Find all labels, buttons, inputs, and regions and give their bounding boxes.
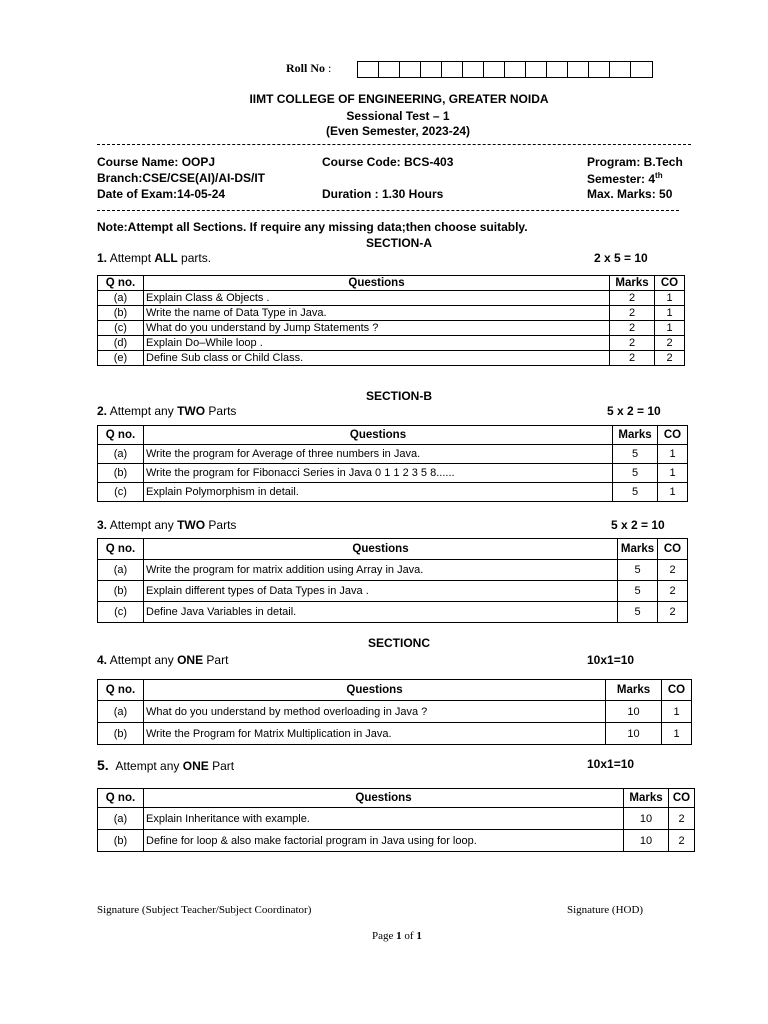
table-row: [98, 560, 688, 581]
header-marks: Marks: [613, 426, 658, 445]
row-co: 1: [655, 321, 685, 336]
row-marks: 2: [610, 291, 655, 306]
divider-bottom: [97, 210, 679, 211]
header-questions: Questions: [144, 426, 613, 445]
q5-instruction: [97, 757, 234, 773]
row-qno: (a): [98, 701, 144, 723]
row-marks: 5: [613, 464, 658, 483]
table-row: [98, 336, 685, 351]
page-total: 1: [416, 930, 422, 942]
header-qno: Q no.: [98, 789, 144, 808]
row-marks: 5: [613, 445, 658, 464]
row-question: Write the Program for Matrix Multiplication in Java.: [144, 723, 606, 745]
table-row: [98, 291, 685, 306]
q1-instr-post: parts.: [177, 251, 212, 265]
divider-top: [97, 144, 691, 145]
row-co: 1: [662, 701, 692, 723]
q2-instr-post: Parts: [205, 404, 237, 418]
max-marks: Max. Marks: 50: [587, 187, 673, 201]
row-question: What do you understand by Jump Statements ?: [144, 321, 610, 336]
row-question: Write the program for Fibonacci Series in Java 0 1 1 2 3 5 8......: [144, 464, 613, 483]
header-marks: Marks: [624, 789, 669, 808]
section-a-title: SECTION-A: [366, 236, 432, 250]
row-question: Write the name of Data Type in Java.: [144, 306, 610, 321]
q5-table: [97, 788, 695, 852]
table-row: [98, 483, 688, 502]
row-qno: (b): [98, 581, 144, 602]
row-qno: (b): [98, 723, 144, 745]
section-c-title: SECTIONC: [367, 636, 430, 650]
row-co: 1: [658, 445, 688, 464]
row-question: Explain Inheritance with example.: [144, 808, 624, 830]
row-co: 1: [655, 306, 685, 321]
row-co: 1: [655, 291, 685, 306]
q1-number: 1.: [97, 251, 108, 265]
row-question: Define Sub class or Child Class.: [144, 351, 610, 366]
header-marks: Marks: [606, 680, 662, 701]
row-marks: 5: [613, 483, 658, 502]
row-qno: (a): [98, 291, 144, 306]
q3-marks: 5 x 2 = 10: [611, 518, 665, 532]
row-marks: 10: [624, 808, 669, 830]
q5-instr-post: Part: [208, 759, 235, 773]
section-b-title: SECTION-B: [366, 389, 432, 403]
table-row: [98, 602, 688, 623]
header-questions: Questions: [144, 276, 610, 291]
row-qno: (d): [98, 336, 144, 351]
row-marks: 5: [618, 581, 658, 602]
q4-table: [97, 679, 692, 745]
q5-marks: 10x1=10: [587, 757, 635, 771]
q1-instr-bold: ALL: [154, 251, 178, 265]
header-questions: Questions: [144, 789, 624, 808]
row-marks: 10: [606, 701, 662, 723]
header-questions: Questions: [144, 680, 606, 701]
q4-number: 4.: [97, 653, 108, 667]
q5-instr-bold: ONE: [182, 759, 209, 773]
row-question: Define for loop & also make factorial program in Java using for loop.: [144, 830, 624, 852]
header-qno: Q no.: [98, 680, 144, 701]
q1-marks: 2 x 5 = 10: [594, 251, 648, 265]
row-co: 2: [658, 581, 688, 602]
header-co: CO: [669, 789, 695, 808]
table-row: [98, 445, 688, 464]
page-pre: Page: [372, 930, 397, 942]
header-co: CO: [658, 426, 688, 445]
q5-instr-pre: Attempt any: [115, 759, 183, 773]
table-row: [98, 808, 695, 830]
table-row: [98, 581, 688, 602]
semester-sup: th: [655, 171, 663, 180]
q2-table: [97, 425, 688, 502]
q3-table: [97, 538, 688, 623]
header-marks: Marks: [610, 276, 655, 291]
note: Note:Attempt all Sections. If require any missing data;then choose suitably.: [97, 220, 528, 234]
page-of: of: [401, 930, 417, 942]
roll-colon: :: [328, 61, 332, 75]
table-row: [98, 830, 695, 852]
college-name: IIMT COLLEGE OF ENGINEERING, GREATER NOIDA: [249, 92, 549, 106]
course-code: Course Code: BCS-403: [322, 155, 454, 169]
signature-hod: Signature (HOD): [567, 904, 644, 916]
header-qno: Q no.: [98, 276, 144, 291]
row-qno: (c): [98, 483, 144, 502]
q3-instr-bold: TWO: [177, 518, 206, 532]
q2-instruction: [97, 404, 236, 418]
table-row: [98, 321, 685, 336]
table-row: [98, 306, 685, 321]
table-header-row: [98, 539, 688, 560]
signature-teacher: Signature (Subject Teacher/Subject Coordinator): [97, 904, 312, 916]
q2-marks: 5 x 2 = 10: [607, 404, 661, 418]
row-marks: 2: [610, 336, 655, 351]
header-marks: Marks: [618, 539, 658, 560]
table-row: [98, 701, 692, 723]
test-name: Sessional Test – 1: [346, 109, 450, 123]
table-row: [98, 351, 685, 366]
q4-instr-bold: ONE: [177, 653, 204, 667]
header-qno: Q no.: [98, 539, 144, 560]
row-co: 2: [669, 830, 695, 852]
row-qno: (b): [98, 464, 144, 483]
section-a-table: [97, 275, 685, 366]
row-marks: 2: [610, 351, 655, 366]
q3-number: 3.: [97, 518, 108, 532]
q3-instr-pre: Attempt any: [109, 518, 178, 532]
q2-number: 2.: [97, 404, 108, 418]
row-co: 2: [669, 808, 695, 830]
row-qno: (c): [98, 602, 144, 623]
row-question: Write the program for Average of three numbers in Java.: [144, 445, 613, 464]
q1-instr-pre: Attempt: [109, 251, 155, 265]
row-co: 2: [658, 560, 688, 581]
row-question: What do you understand by method overloading in Java ?: [144, 701, 606, 723]
q3-instr-post: Parts: [205, 518, 237, 532]
row-question: Explain Do–While loop .: [144, 336, 610, 351]
table-header-row: [98, 426, 688, 445]
q3-instruction: [97, 518, 236, 532]
semester: [587, 171, 663, 186]
header-questions: Questions: [144, 539, 618, 560]
row-qno: (a): [98, 560, 144, 581]
row-co: 1: [662, 723, 692, 745]
row-co: 2: [655, 336, 685, 351]
row-co: 2: [655, 351, 685, 366]
row-question: Write the program for matrix addition using Array in Java.: [144, 560, 618, 581]
q4-marks: 10x1=10: [587, 653, 635, 667]
row-qno: (a): [98, 808, 144, 830]
q4-instr-post: Part: [203, 653, 229, 667]
q2-instr-bold: TWO: [177, 404, 206, 418]
table-header-row: [98, 276, 685, 291]
semester-text: Semester: 4: [587, 172, 656, 186]
table-row: [98, 464, 688, 483]
q1-instruction: [97, 251, 211, 265]
row-marks: 2: [610, 306, 655, 321]
row-marks: 10: [606, 723, 662, 745]
duration: Duration : 1.30 Hours: [322, 187, 444, 201]
header-qno: Q no.: [98, 426, 144, 445]
row-marks: 5: [618, 560, 658, 581]
row-marks: 5: [618, 602, 658, 623]
row-qno: (c): [98, 321, 144, 336]
roll-label-text: Roll No: [286, 61, 325, 75]
q2-instr-pre: Attempt any: [109, 404, 178, 418]
header-co: CO: [658, 539, 688, 560]
row-co: 1: [658, 483, 688, 502]
semester-line: (Even Semester, 2023-24): [325, 124, 471, 138]
table-header-row: [98, 680, 692, 701]
q5-number: 5.: [97, 757, 109, 773]
row-co: 2: [658, 602, 688, 623]
row-question: Define Java Variables in detail.: [144, 602, 618, 623]
row-marks: 10: [624, 830, 669, 852]
row-co: 1: [658, 464, 688, 483]
header-co: CO: [655, 276, 685, 291]
header-co: CO: [662, 680, 692, 701]
row-qno: (b): [98, 830, 144, 852]
page-current: 1: [396, 930, 402, 942]
row-qno: (b): [98, 306, 144, 321]
row-question: Explain Class & Objects .: [144, 291, 610, 306]
row-qno: (a): [98, 445, 144, 464]
course-name: Course Name: OOPJ: [97, 155, 216, 169]
page-number: [372, 930, 422, 942]
row-qno: (e): [98, 351, 144, 366]
row-question: Explain Polymorphism in detail.: [144, 483, 613, 502]
date-of-exam: Date of Exam:14-05-24: [97, 187, 226, 201]
q4-instruction: [97, 653, 228, 667]
q4-instr-pre: Attempt any: [109, 653, 178, 667]
row-marks: 2: [610, 321, 655, 336]
program: Program: B.Tech: [587, 155, 683, 169]
roll-number-boxes[interactable]: [357, 61, 653, 78]
row-question: Explain different types of Data Types in Java .: [144, 581, 618, 602]
table-header-row: [98, 789, 695, 808]
roll-number-label: [286, 61, 331, 76]
table-row: [98, 723, 692, 745]
branch: Branch:CSE/CSE(AI)/AI-DS/IT: [97, 171, 266, 185]
